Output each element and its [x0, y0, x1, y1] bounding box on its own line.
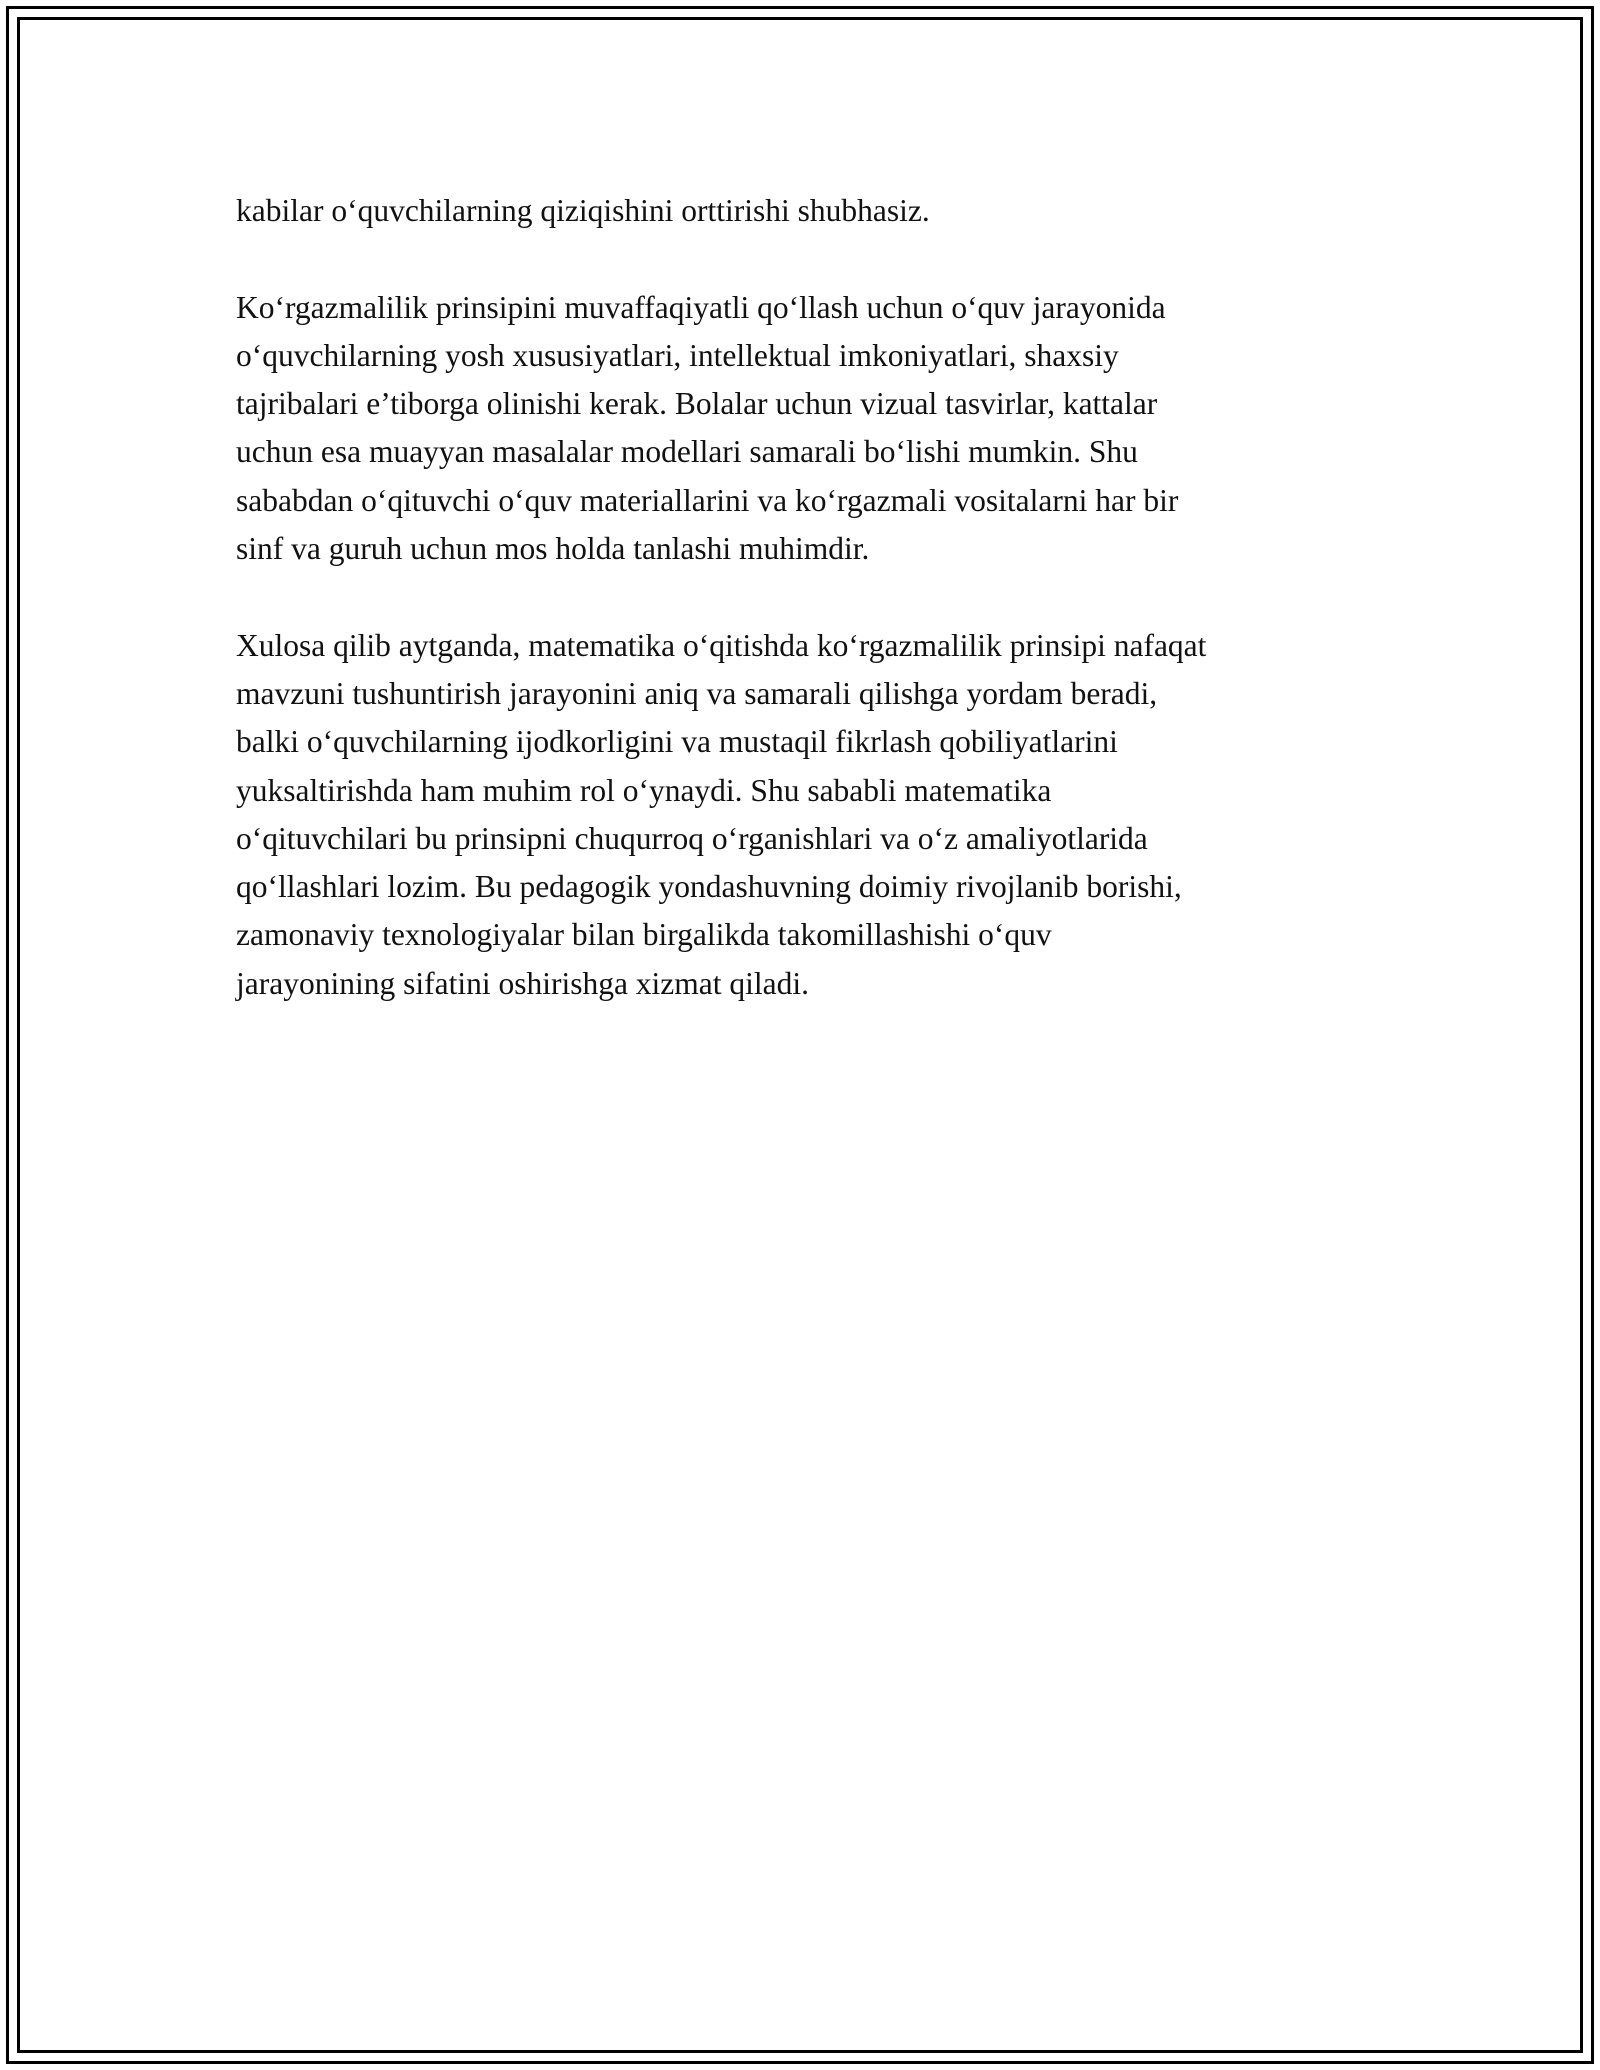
text-line: sababdan o‘qituvchi o‘quv materiallarini va ko‘rgazmali vositalarni har bir — [236, 482, 1179, 518]
text-line: zamonaviy texnologiyalar bilan birgalikda takomillashishi o‘quv — [236, 917, 1052, 953]
paragraph-1 — [236, 187, 1386, 235]
text-line: sinf va guruh uchun mos holda tanlashi muhimdir. — [236, 531, 870, 567]
text-line: Xulosa qilib aytganda, matematika o‘qitishda ko‘rgazmalilik prinsipi nafaqat — [236, 627, 1207, 663]
text-line: qo‘llashlari lozim. Bu pedagogik yondashuvning doimiy rivojlanib borishi, — [236, 869, 1182, 905]
text-line: o‘qituvchilari bu prinsipni chuqurroq o‘rganishlari va o‘z amaliyotlarida — [236, 820, 1148, 856]
document-body — [236, 187, 1386, 1056]
text-line: yuksaltirishda ham muhim rol o‘ynaydi. Shu sababli matematika — [236, 772, 1052, 808]
paragraph-3 — [236, 622, 1386, 1008]
text-line: kabilar o‘quvchilarning qiziqishini orttirishi shubhasiz. — [236, 193, 930, 228]
paragraph-2 — [236, 284, 1386, 574]
text-line: o‘quvchilarning yosh xususiyatlari, intellektual imkoniyatlari, shaxsiy — [236, 337, 1119, 373]
text-line: Ko‘rgazmalilik prinsipini muvaffaqiyatli qo‘llash uchun o‘quv jarayonida — [236, 289, 1166, 325]
text-line: tajribalari e’tiborga olinishi kerak. Bolalar uchun vizual tasvirlar, kattalar — [236, 386, 1158, 422]
text-line: jarayonining sifatini oshirishga xizmat qiladi. — [236, 965, 810, 1001]
text-line: uchun esa muayyan masalalar modellari samarali bo‘lishi mumkin. Shu — [236, 434, 1138, 470]
text-line: balki o‘quvchilarning ijodkorligini va mustaqil fikrlash qobiliyatlarini — [236, 724, 1118, 760]
text-line: mavzuni tushuntirish jarayonini aniq va samarali qilishga yordam beradi, — [236, 675, 1158, 711]
